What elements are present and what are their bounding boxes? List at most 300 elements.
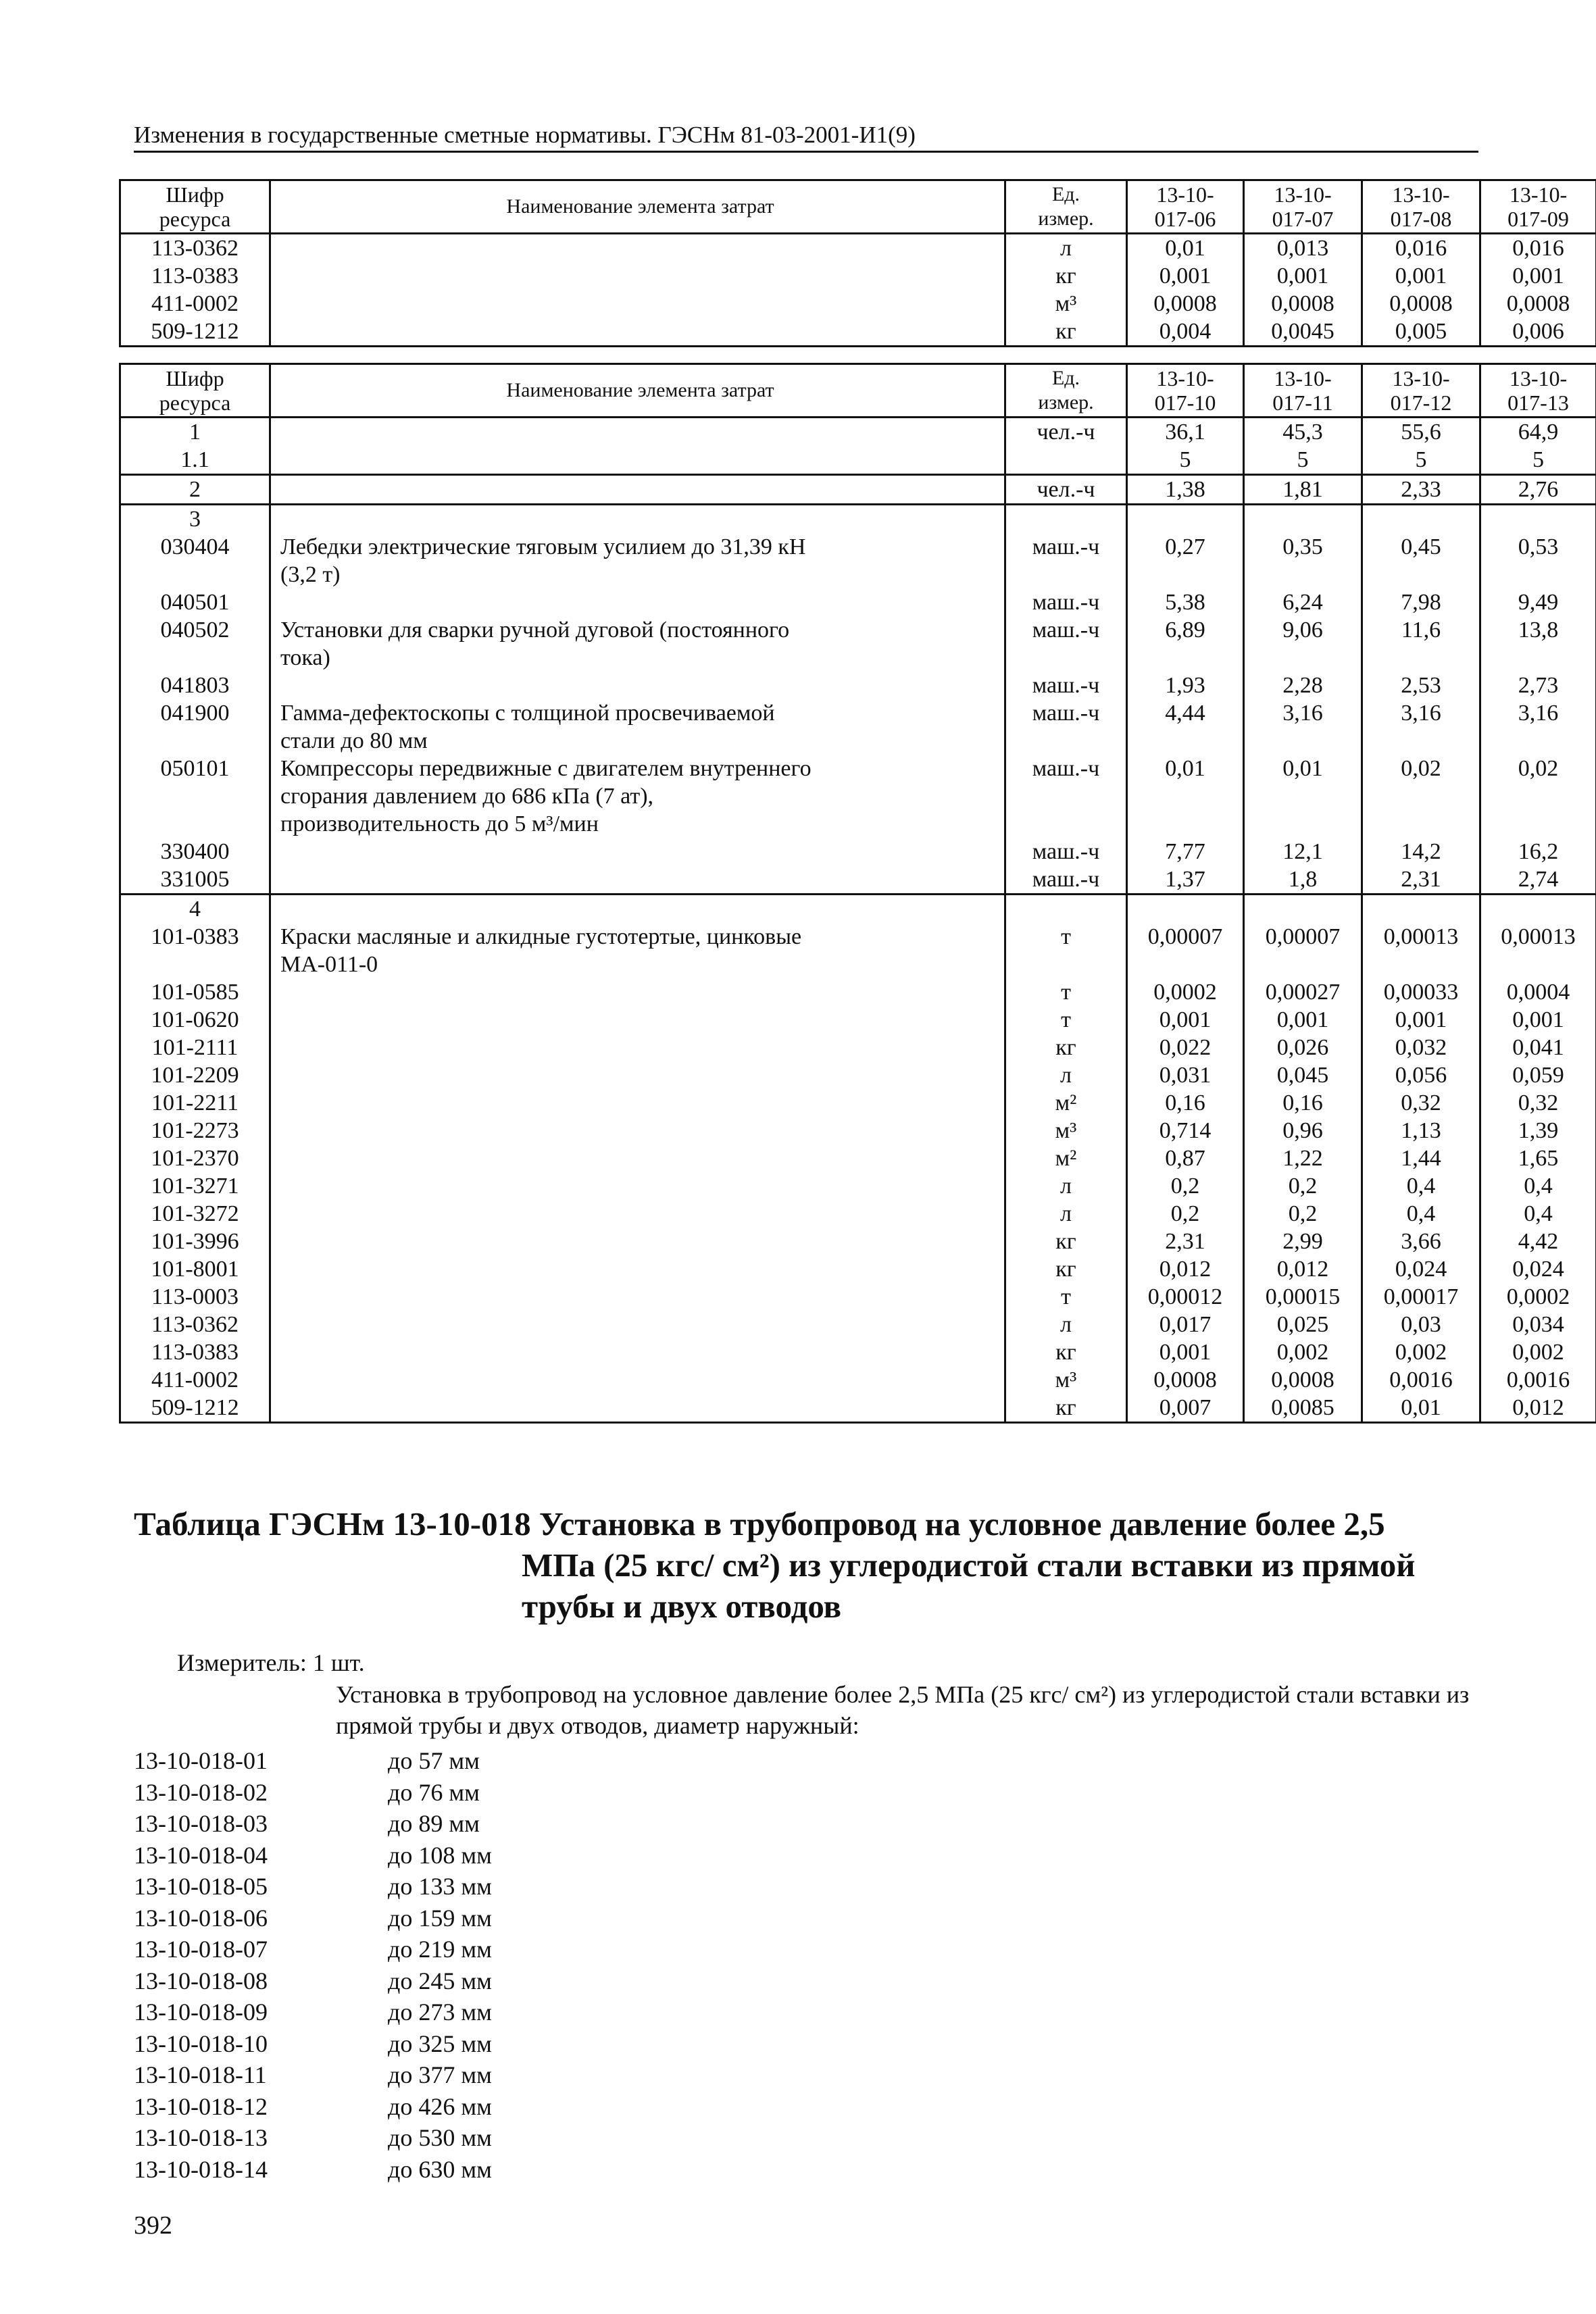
table-row — [120, 755, 1596, 838]
unit: маш.-ч — [1005, 865, 1127, 895]
table-header-row — [120, 180, 1596, 234]
page-header: Изменения в государственные сметные нормативы. ГЭСНм 81-03-2001-И1(9) — [134, 122, 1478, 153]
norm-value: 0,012 — [1244, 1255, 1362, 1283]
norm-code-item — [134, 2028, 492, 2060]
resource-code: 101-3996 — [120, 1228, 270, 1255]
resource-code: 331005 — [120, 865, 270, 895]
header-name-line: Наименование элемента затрат — [506, 379, 774, 401]
header-norm-code — [1362, 364, 1480, 418]
norm-value: 0,00013 — [1362, 923, 1480, 978]
unit: кг — [1005, 262, 1127, 290]
header-code-line: Шифр — [166, 182, 224, 207]
resource-name — [270, 838, 1005, 865]
norm-value: 2,99 — [1244, 1228, 1362, 1255]
resource-name — [270, 895, 1005, 924]
norm-code: 13-10-018-07 — [134, 1936, 268, 1963]
resource-code: 1 — [120, 418, 270, 447]
diameter-text: до 108 мм — [388, 1841, 492, 1869]
norm-value: 1,13 — [1362, 1117, 1480, 1145]
norm-value: 0,002 — [1244, 1338, 1362, 1366]
norm-value: 0,0008 — [1480, 290, 1596, 318]
table-row — [120, 418, 1596, 447]
table-row — [120, 1117, 1596, 1145]
resource-name — [270, 865, 1005, 895]
header-norm-code-line: 017-11 — [1272, 391, 1333, 415]
norm-value: 0,034 — [1480, 1311, 1596, 1338]
norm-value: 0,045 — [1244, 1061, 1362, 1089]
unit: кг — [1005, 318, 1127, 347]
norm-value: 0,714 — [1127, 1117, 1244, 1145]
norm-value: 0,27 — [1127, 533, 1244, 588]
resource-name-line: производительность до 5 м³/мин — [280, 811, 599, 836]
norm-value: 0,041 — [1480, 1034, 1596, 1061]
resource-code: 113-0362 — [120, 234, 270, 263]
table-row — [120, 1394, 1596, 1423]
norm-value: 2,53 — [1362, 672, 1480, 699]
norm-value: 0,016 — [1362, 234, 1480, 263]
diameter-text: до 89 мм — [388, 1810, 480, 1837]
norm-value: 5,38 — [1127, 588, 1244, 616]
norm-value: 0,32 — [1362, 1089, 1480, 1117]
norm-value: 0,026 — [1244, 1034, 1362, 1061]
norm-value: 2,73 — [1480, 672, 1596, 699]
diameter-text: до 273 мм — [388, 1998, 492, 2026]
norm-value: 0,96 — [1244, 1117, 1362, 1145]
resource-name — [270, 1311, 1005, 1338]
unit: л — [1005, 234, 1127, 263]
diameter-text: до 76 мм — [388, 1778, 480, 1806]
header-norm-code — [1127, 364, 1244, 418]
norm-value: 0,00012 — [1127, 1283, 1244, 1311]
norm-code-item — [134, 1745, 492, 1777]
norm-value — [1244, 895, 1362, 924]
norm-value: 5 — [1244, 446, 1362, 475]
resource-name-line: Установки для сварки ручной дуговой (постоянного — [280, 618, 790, 643]
norm-code: 13-10-018-09 — [134, 1998, 268, 2026]
resource-code: 101-8001 — [120, 1255, 270, 1283]
resource-code: 101-2273 — [120, 1117, 270, 1145]
norm-value: 0,024 — [1480, 1255, 1596, 1283]
table-row — [120, 1089, 1596, 1117]
norm-value: 0,0002 — [1127, 978, 1244, 1006]
norm-value: 0,016 — [1480, 234, 1596, 263]
resource-code: 101-2211 — [120, 1089, 270, 1117]
norm-value: 7,77 — [1127, 838, 1244, 865]
resource-name — [270, 588, 1005, 616]
unit: маш.-ч — [1005, 755, 1127, 838]
norm-value: 13,8 — [1480, 616, 1596, 672]
header-name-line: Наименование элемента затрат — [506, 195, 774, 218]
norm-value: 0,002 — [1362, 1338, 1480, 1366]
norm-code-item — [134, 2059, 492, 2091]
norm-value: 1,44 — [1362, 1145, 1480, 1172]
table-row — [120, 1311, 1596, 1338]
norm-value: 0,00013 — [1480, 923, 1596, 978]
header-unit-line: Ед. — [1051, 183, 1080, 205]
norm-value: 1,39 — [1480, 1117, 1596, 1145]
resource-name — [270, 616, 1005, 672]
norm-value: 0,001 — [1480, 262, 1596, 290]
resource-name — [270, 1172, 1005, 1200]
resource-code: 3 — [120, 505, 270, 534]
header-code-line: ресурса — [159, 207, 231, 231]
norm-value: 0,0016 — [1480, 1366, 1596, 1394]
resource-code: 041803 — [120, 672, 270, 699]
table-title-line-3: трубы и двух отводов — [522, 1588, 842, 1625]
resource-name-line: Компрессоры передвижные с двигателем внутреннего — [280, 756, 812, 781]
table-row — [120, 838, 1596, 865]
header-unit-line: измер. — [1038, 207, 1094, 230]
table-row — [120, 1034, 1596, 1061]
resource-name — [270, 234, 1005, 263]
header-norm-code — [1244, 180, 1362, 234]
norm-value: 3,66 — [1362, 1228, 1480, 1255]
norm-value: 0,0008 — [1127, 290, 1244, 318]
resource-name — [270, 923, 1005, 978]
unit: чел.-ч — [1005, 475, 1127, 505]
norm-code: 13-10-018-12 — [134, 2092, 268, 2120]
resource-code: 101-2370 — [120, 1145, 270, 1172]
table-row — [120, 533, 1596, 588]
norm-value: 0,001 — [1362, 262, 1480, 290]
norm-value: 2,31 — [1362, 865, 1480, 895]
unit: м³ — [1005, 1117, 1127, 1145]
resource-name — [270, 446, 1005, 475]
norm-value: 0,01 — [1244, 755, 1362, 838]
diameter-text: до 426 мм — [388, 2092, 492, 2120]
norm-value: 16,2 — [1480, 838, 1596, 865]
header-norm-code-line: 017-06 — [1154, 207, 1216, 231]
table-row — [120, 262, 1596, 290]
resource-code: 040501 — [120, 588, 270, 616]
table-row — [120, 1255, 1596, 1283]
norm-code: 13-10-018-08 — [134, 1967, 268, 1994]
norm-value: 0,017 — [1127, 1311, 1244, 1338]
resource-name — [270, 1006, 1005, 1034]
norm-value: 36,1 — [1127, 418, 1244, 447]
header-norm-code-line: 13-10- — [1392, 366, 1450, 391]
resource-name — [270, 1061, 1005, 1089]
unit: маш.-ч — [1005, 616, 1127, 672]
norm-value: 0,0008 — [1244, 290, 1362, 318]
header-norm-code-line: 017-13 — [1507, 391, 1569, 415]
table-row — [120, 1338, 1596, 1366]
resource-code: 509-1212 — [120, 318, 270, 347]
unit: маш.-ч — [1005, 699, 1127, 755]
norm-value — [1244, 505, 1362, 534]
header-name — [270, 180, 1005, 234]
header-norm-code-line: 13-10- — [1274, 182, 1332, 207]
norm-code-item — [134, 2154, 492, 2186]
resource-name — [270, 1283, 1005, 1311]
unit: л — [1005, 1172, 1127, 1200]
header-unit-line: измер. — [1038, 391, 1094, 413]
unit: т — [1005, 978, 1127, 1006]
norm-value: 3,16 — [1244, 699, 1362, 755]
table-row — [120, 1283, 1596, 1311]
unit — [1005, 446, 1127, 475]
resource-name — [270, 505, 1005, 534]
unit: маш.-ч — [1005, 533, 1127, 588]
header-code — [120, 364, 270, 418]
norm-value: 0,031 — [1127, 1061, 1244, 1089]
resource-code: 113-0383 — [120, 262, 270, 290]
resource-name — [270, 262, 1005, 290]
resource-code: 101-2111 — [120, 1034, 270, 1061]
norm-value: 0,022 — [1127, 1034, 1244, 1061]
norm-value — [1362, 505, 1480, 534]
unit: кг — [1005, 1394, 1127, 1423]
resource-code: 050101 — [120, 755, 270, 838]
norm-value: 11,6 — [1362, 616, 1480, 672]
page-number: 392 — [134, 2211, 172, 2240]
norm-value: 0,2 — [1244, 1200, 1362, 1228]
norm-code-item — [134, 1840, 492, 1871]
resource-code: 4 — [120, 895, 270, 924]
norm-value: 0,001 — [1480, 1006, 1596, 1034]
norm-value: 7,98 — [1362, 588, 1480, 616]
resource-name-line: сгорания давлением до 686 кПа (7 ат), — [280, 784, 654, 809]
norm-value: 1,22 — [1244, 1145, 1362, 1172]
norm-value: 0,002 — [1480, 1338, 1596, 1366]
norm-code-list — [134, 1745, 492, 2185]
norm-value: 0,013 — [1244, 234, 1362, 263]
norm-value: 0,00027 — [1244, 978, 1362, 1006]
unit: м² — [1005, 1145, 1127, 1172]
unit: чел.-ч — [1005, 418, 1127, 447]
header-norm-code-line: 13-10- — [1509, 182, 1568, 207]
header-norm-code — [1362, 180, 1480, 234]
diameter-text: до 630 мм — [388, 2155, 492, 2183]
norm-value: 9,06 — [1244, 616, 1362, 672]
norm-value: 0,007 — [1127, 1394, 1244, 1423]
unit: маш.-ч — [1005, 672, 1127, 699]
header-norm-code — [1480, 180, 1596, 234]
table-row — [120, 318, 1596, 347]
resource-name — [270, 672, 1005, 699]
norm-code: 13-10-018-04 — [134, 1841, 268, 1869]
norm-value: 1,37 — [1127, 865, 1244, 895]
header-name — [270, 364, 1005, 418]
norm-value: 0,4 — [1480, 1172, 1596, 1200]
resource-code: 101-0585 — [120, 978, 270, 1006]
norm-value — [1480, 505, 1596, 534]
norm-value: 9,49 — [1480, 588, 1596, 616]
norm-value: 0,0085 — [1244, 1394, 1362, 1423]
norm-value: 64,9 — [1480, 418, 1596, 447]
header-unit — [1005, 364, 1127, 418]
norm-value: 0,032 — [1362, 1034, 1480, 1061]
norm-value: 0,0008 — [1244, 1366, 1362, 1394]
norm-value: 0,2 — [1244, 1172, 1362, 1200]
norm-value: 0,00033 — [1362, 978, 1480, 1006]
norm-value: 0,32 — [1480, 1089, 1596, 1117]
norm-value: 0,005 — [1362, 318, 1480, 347]
resource-name-line: (3,2 т) — [280, 562, 341, 587]
norm-code-item — [134, 1934, 492, 1965]
norm-value: 0,4 — [1362, 1172, 1480, 1200]
header-code-line: Шифр — [166, 366, 224, 391]
table-row — [120, 1145, 1596, 1172]
resource-name — [270, 1366, 1005, 1394]
norm-code: 13-10-018-13 — [134, 2124, 268, 2151]
work-description: Установка в трубопровод на условное давление более 2,5 МПа (25 кгс/ см²) из углеродистой стали вставки из прямой трубы и двух отводов, диаметр наружный: — [336, 1681, 1470, 1739]
norm-value: 2,76 — [1480, 475, 1596, 505]
norm-code: 13-10-018-06 — [134, 1904, 268, 1932]
norm-value: 1,38 — [1127, 475, 1244, 505]
diameter-text: до 325 мм — [388, 2030, 492, 2057]
diameter-text: до 57 мм — [388, 1747, 480, 1774]
table-title-line-1: Таблица ГЭСНм 13-10-018 Установка в трубопровод на условное давление более 2,5 — [134, 1505, 1385, 1542]
norm-code: 13-10-018-11 — [134, 2061, 267, 2088]
resource-name-line: МА-011-0 — [280, 952, 378, 977]
table-row — [120, 672, 1596, 699]
norm-value: 0,0008 — [1362, 290, 1480, 318]
norm-value: 0,02 — [1362, 755, 1480, 838]
norm-value: 0,00017 — [1362, 1283, 1480, 1311]
norm-code: 13-10-018-05 — [134, 1873, 268, 1900]
norm-value: 0,001 — [1244, 1006, 1362, 1034]
header-norm-code-line: 13-10- — [1274, 366, 1332, 391]
resource-code: 411-0002 — [120, 290, 270, 318]
unit: л — [1005, 1061, 1127, 1089]
diameter-text: до 133 мм — [388, 1873, 492, 1900]
norm-value: 0,53 — [1480, 533, 1596, 588]
resource-code: 101-0620 — [120, 1006, 270, 1034]
norm-value: 0,0002 — [1480, 1283, 1596, 1311]
table-row — [120, 699, 1596, 755]
resource-name-line: тока) — [280, 645, 330, 670]
norm-value: 0,4 — [1480, 1200, 1596, 1228]
resource-code: 101-3272 — [120, 1200, 270, 1228]
norm-value: 1,93 — [1127, 672, 1244, 699]
norm-value: 1,81 — [1244, 475, 1362, 505]
norm-value: 0,35 — [1244, 533, 1362, 588]
norm-value: 5 — [1480, 446, 1596, 475]
norm-code-item — [134, 2091, 492, 2123]
table-title-line-2: МПа (25 кгс/ см²) из углеродистой стали вставки из прямой — [522, 1546, 1416, 1584]
header-norm-code-line: 017-12 — [1390, 391, 1452, 415]
unit: м² — [1005, 1089, 1127, 1117]
unit: маш.-ч — [1005, 588, 1127, 616]
unit: м³ — [1005, 290, 1127, 318]
norm-value: 0,0016 — [1362, 1366, 1480, 1394]
resource-code: 113-0383 — [120, 1338, 270, 1366]
norm-value: 0,0008 — [1127, 1366, 1244, 1394]
unit: кг — [1005, 1338, 1127, 1366]
table-row — [120, 290, 1596, 318]
table-row — [120, 446, 1596, 475]
table-row — [120, 1366, 1596, 1394]
resource-code: 040502 — [120, 616, 270, 672]
table-row — [120, 475, 1596, 505]
norm-value: 0,004 — [1127, 318, 1244, 347]
norm-value: 0,01 — [1127, 234, 1244, 263]
norm-code-item — [134, 1996, 492, 2028]
norm-value: 3,16 — [1480, 699, 1596, 755]
norm-value: 2,74 — [1480, 865, 1596, 895]
norm-value: 4,42 — [1480, 1228, 1596, 1255]
norm-code: 13-10-018-03 — [134, 1810, 268, 1837]
header-norm-code-line: 017-09 — [1507, 207, 1569, 231]
table-row — [120, 1200, 1596, 1228]
unit — [1005, 505, 1127, 534]
norm-value: 0,45 — [1362, 533, 1480, 588]
norm-value: 0,01 — [1362, 1394, 1480, 1423]
table-row — [120, 1228, 1596, 1255]
unit: т — [1005, 1006, 1127, 1034]
table-row — [120, 616, 1596, 672]
section-row — [120, 895, 1596, 924]
norm-value: 0,00015 — [1244, 1283, 1362, 1311]
resource-name — [270, 1117, 1005, 1145]
unit: л — [1005, 1311, 1127, 1338]
resource-name — [270, 978, 1005, 1006]
resource-name-line: Гамма-дефектоскопы с толщиной просвечиваемой — [280, 701, 775, 726]
resource-name — [270, 1145, 1005, 1172]
norm-value: 0,012 — [1127, 1255, 1244, 1283]
norm-value: 4,44 — [1127, 699, 1244, 755]
norm-value: 0,0004 — [1480, 978, 1596, 1006]
norm-value: 5 — [1127, 446, 1244, 475]
norm-value: 1,65 — [1480, 1145, 1596, 1172]
resource-name — [270, 755, 1005, 838]
unit: кг — [1005, 1228, 1127, 1255]
resource-code: 330400 — [120, 838, 270, 865]
section-row — [120, 505, 1596, 534]
header-norm-code — [1244, 364, 1362, 418]
norm-value: 0,001 — [1244, 262, 1362, 290]
norm-value: 0,025 — [1244, 1311, 1362, 1338]
resource-name — [270, 1338, 1005, 1366]
norm-value: 0,2 — [1127, 1200, 1244, 1228]
resource-code: 411-0002 — [120, 1366, 270, 1394]
unit: кг — [1005, 1255, 1127, 1283]
norm-code: 13-10-018-10 — [134, 2030, 268, 2057]
diameter-text: до 530 мм — [388, 2124, 492, 2151]
header-norm-code-line: 13-10- — [1509, 366, 1568, 391]
norm-value: 0,001 — [1127, 262, 1244, 290]
norm-code-item — [134, 1777, 492, 1809]
resource-name — [270, 699, 1005, 755]
header-code — [120, 180, 270, 234]
header-norm-code-line: 017-08 — [1390, 207, 1452, 231]
norm-value: 0,87 — [1127, 1145, 1244, 1172]
table-title — [134, 1503, 1485, 1627]
norm-value: 55,6 — [1362, 418, 1480, 447]
unit: т — [1005, 923, 1127, 978]
table-row — [120, 865, 1596, 895]
norm-value: 0,0045 — [1244, 318, 1362, 347]
resource-code: 101-2209 — [120, 1061, 270, 1089]
norm-code-item — [134, 1903, 492, 1934]
unit: маш.-ч — [1005, 838, 1127, 865]
table-row — [120, 234, 1596, 263]
norm-value: 0,001 — [1127, 1338, 1244, 1366]
diameter-text: до 159 мм — [388, 1904, 492, 1932]
resource-code: 509-1212 — [120, 1394, 270, 1423]
table-row — [120, 1172, 1596, 1200]
norm-code-item — [134, 2122, 492, 2154]
resource-code: 113-0362 — [120, 1311, 270, 1338]
resource-code: 030404 — [120, 533, 270, 588]
norm-code: 13-10-018-14 — [134, 2155, 268, 2183]
norm-code: 13-10-018-02 — [134, 1778, 268, 1806]
unit: т — [1005, 1283, 1127, 1311]
norm-value: 6,24 — [1244, 588, 1362, 616]
header-norm-code-line: 13-10- — [1156, 366, 1214, 391]
resource-code: 101-3271 — [120, 1172, 270, 1200]
